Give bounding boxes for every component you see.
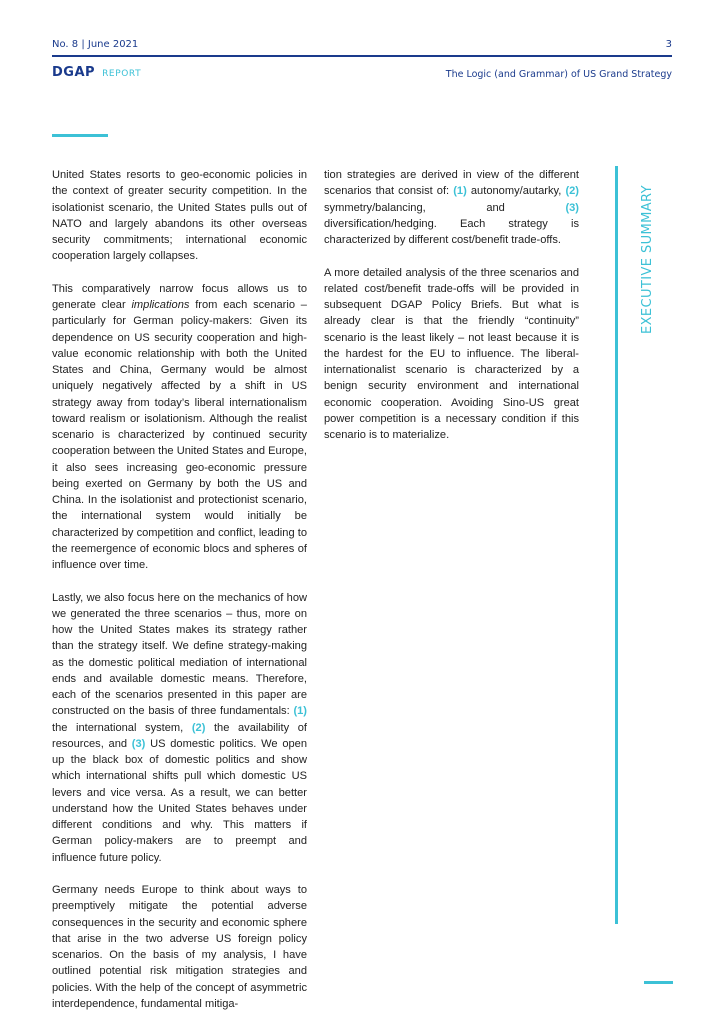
issue-label: No. 8 | June 2021 bbox=[52, 39, 139, 50]
paragraph: Germany needs Europe to think about ways to preemptively mitigate the potential adverse consequences in the security and economic sphere that arise in the two adverse US foreign policy scenarios. On the basis of my analysis, I have outlined potential risk mitigation strategies and policies. With the help of the concept of asymmetric interdependence, fundamental mitiga- bbox=[52, 884, 307, 1010]
paragraph: Lastly, we also focus here on the mechanics of how we generated the three scenarios – thus, more on how the United States makes its strategy rather than the strategy itself. We define strategy-making as the domestic political mediation of international ends and available domestic means. Therefore, each of the scenarios presented in this paper are constructed on the basis of three fundamentals: (1) the international system, (2) the availability of resources, and (3) US domestic politics. We open up the black box of domestic politics and show which international shifts pull which domestic US levers and vice versa. As a result, we can better understand how the United States behaves under different conditions and why. This matters if German policy-makers are to preempt and influence future policy. bbox=[52, 591, 307, 864]
paragraph: This comparatively narrow focus allows us to generate clear implications from each scenario – particularly for German policy-makers: Given its dependence on US security cooperation and high-value economic relationship with both the United States and China, Germany would be almost uniquely negatively affected by a shift in US strategy away from today’s liberal internationalism toward realism or isolationism. Although the realist scenario is characterized by continued security cooperation between the United States and Europe, it also sees increasing geo-economic pressure being exerted on Germany by both the US and China. In the isolationist and protectionist scenario, the international system would initially be characterized by competition and conflict, leading to the reemergence of economic blocs and spheres of influence over time. bbox=[52, 282, 307, 571]
paragraph: A more detailed analysis of the three scenarios and related cost/benefit trade-offs will be provided in subsequent DGAP Policy Briefs. But what is already clear is that the friendly “continuity” scenario is the least likely – not least because it is the hardest for the EU to influence. The liberal-internationalist scenario is characterized by a benign security environment and international economic cooperation. Avoiding Sino-US great power competition is a necessary condition if this scenario is to materialize. bbox=[324, 266, 579, 441]
sidebar-rule bbox=[615, 166, 618, 924]
marker-1: (1) bbox=[453, 185, 467, 198]
accent-rule-bottom bbox=[644, 981, 673, 984]
marker-3: (3) bbox=[565, 201, 579, 214]
marker-3: (3) bbox=[131, 737, 146, 750]
dgap-logo bbox=[52, 65, 141, 81]
text-column-right bbox=[324, 167, 579, 460]
marker-2: (2) bbox=[191, 721, 206, 734]
emphasis: implications bbox=[131, 299, 190, 311]
logo-subtitle: REPORT bbox=[102, 69, 142, 79]
text-column-left bbox=[52, 167, 307, 1028]
page-number: 3 bbox=[665, 39, 672, 50]
paragraph: tion strategies are derived in view of the different scenarios that consist of: (1) autonomy/autarky, (2) symmetry/balancing, and (3) diversification/hedging. Each strategy is characterized by different cost/benefit trade-offs. bbox=[324, 169, 579, 246]
running-title: The Logic (and Grammar) of US Grand Strategy bbox=[445, 69, 672, 80]
section-label: EXECUTIVE SUMMARY bbox=[640, 185, 655, 334]
marker-2: (2) bbox=[565, 185, 579, 198]
accent-rule-top bbox=[52, 134, 108, 137]
logo-wordmark: DGAP bbox=[52, 65, 96, 80]
header-rule bbox=[52, 55, 672, 57]
paragraph: United States resorts to geo-economic policies in the context of greater security competition. In the isolationist scenario, the United States pulls out of NATO and largely abandons its other overseas security commitments; international economic cooperation largely collapses. bbox=[52, 169, 307, 263]
marker-1: (1) bbox=[293, 705, 307, 718]
